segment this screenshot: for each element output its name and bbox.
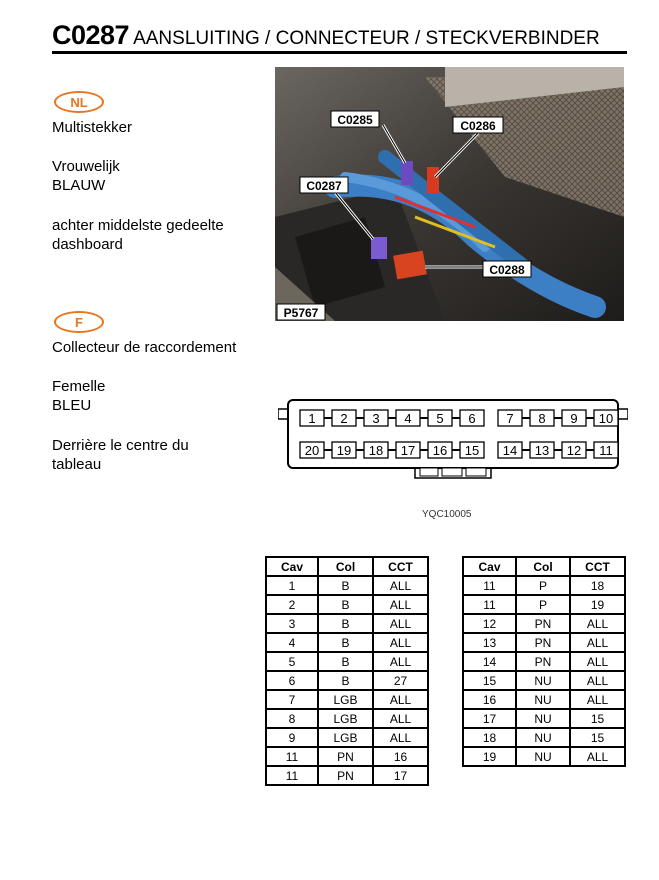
table-row: [266, 728, 428, 747]
circuit-cell: ALL: [373, 690, 428, 709]
wire-color-cell: LGB: [318, 690, 373, 709]
wire-color-cell: B: [318, 595, 373, 614]
nl-connector-gender: Vrouwelijk: [52, 158, 120, 175]
pin-number-label: 6: [468, 411, 476, 426]
pin-number-label: 2: [340, 411, 348, 426]
cavity-cell: 14: [463, 652, 516, 671]
pin-number-label: 9: [570, 411, 578, 426]
pin-table-left: [265, 556, 429, 786]
connector-code: C0287: [52, 20, 130, 50]
cavity-cell: 5: [266, 652, 318, 671]
column-header-cct: CCT: [570, 557, 625, 576]
pin-table-right: [462, 556, 626, 767]
circuit-cell: ALL: [570, 633, 625, 652]
table-row: [463, 709, 625, 728]
circuit-cell: ALL: [570, 690, 625, 709]
cavity-cell: 11: [463, 595, 516, 614]
fr-location-line-2: tableau: [52, 456, 102, 473]
wire-color-cell: PN: [318, 747, 373, 766]
table-row: [463, 633, 625, 652]
circuit-cell: 27: [373, 671, 428, 690]
column-header-cav: Cav: [266, 557, 318, 576]
circuit-cell: ALL: [570, 614, 625, 633]
wire-color-cell: PN: [516, 652, 570, 671]
circuit-cell: ALL: [373, 709, 428, 728]
wire-color-cell: PN: [516, 614, 570, 633]
column-header-cct: CCT: [373, 557, 428, 576]
connector-location-photo: [275, 67, 624, 321]
wire-color-cell: NU: [516, 747, 570, 766]
table-row: [266, 766, 428, 785]
cavity-cell: 8: [266, 709, 318, 728]
circuit-cell: ALL: [570, 747, 625, 766]
pin-number-label: 20: [304, 443, 320, 458]
circuit-cell: ALL: [373, 652, 428, 671]
pin-number-label: 18: [368, 443, 384, 458]
circuit-cell: ALL: [373, 595, 428, 614]
table-row: [266, 709, 428, 728]
wire-color-cell: PN: [516, 633, 570, 652]
circuit-cell: 16: [373, 747, 428, 766]
table-row: [463, 747, 625, 766]
cavity-cell: 4: [266, 633, 318, 652]
circuit-cell: 18: [570, 576, 625, 595]
circuit-cell: 17: [373, 766, 428, 785]
wire-color-cell: B: [318, 633, 373, 652]
table-row: [463, 576, 625, 595]
connector-face-diagram: [278, 398, 628, 483]
fr-language-badge: F: [54, 311, 104, 333]
wire-color-cell: NU: [516, 709, 570, 728]
table-row: [463, 671, 625, 690]
pin-number-label: 3: [372, 411, 380, 426]
table-row: [266, 652, 428, 671]
photo-label-c0287: C0287: [306, 179, 342, 193]
pin-number-label: 10: [598, 411, 614, 426]
pin-number-label: 19: [336, 443, 352, 458]
cavity-cell: 16: [463, 690, 516, 709]
nl-connector-color: BLAUW: [52, 177, 106, 194]
wire-color-cell: B: [318, 576, 373, 595]
wire-color-cell: P: [516, 595, 570, 614]
cavity-cell: 6: [266, 671, 318, 690]
table-row: [266, 671, 428, 690]
connector-description: AANSLUITING / CONNECTEUR / STECKVERBINDER: [133, 28, 600, 49]
cavity-cell: 11: [463, 576, 516, 595]
table-row: [266, 576, 428, 595]
page-title: [52, 20, 600, 51]
fr-connector-color: BLEU: [52, 397, 92, 414]
circuit-cell: 15: [570, 728, 625, 747]
cavity-cell: 2: [266, 595, 318, 614]
wire-color-cell: B: [318, 671, 373, 690]
cavity-cell: 11: [266, 766, 318, 785]
cavity-cell: 15: [463, 671, 516, 690]
cavity-cell: 1: [266, 576, 318, 595]
fr-connector-type: Collecteur de raccordement: [52, 339, 237, 356]
pin-number-label: 17: [400, 443, 416, 458]
table-row: [463, 595, 625, 614]
fr-location-line-1: Derrière le centre du: [52, 437, 189, 454]
pin-number-label: 16: [432, 443, 448, 458]
photo-id-label: P5767: [283, 306, 319, 320]
nl-connector-type: Multistekker: [52, 119, 133, 136]
cavity-cell: 19: [463, 747, 516, 766]
pin-number-label: 11: [599, 443, 613, 458]
wire-color-cell: LGB: [318, 709, 373, 728]
circuit-cell: ALL: [373, 728, 428, 747]
table-row: [463, 728, 625, 747]
pin-number-label: 1: [308, 411, 316, 426]
circuit-cell: ALL: [373, 576, 428, 595]
circuit-cell: 15: [570, 709, 625, 728]
wire-color-cell: PN: [318, 766, 373, 785]
diagram-reference: YQC10005: [422, 509, 472, 520]
table-row: [266, 633, 428, 652]
table-row: [463, 614, 625, 633]
wire-color-cell: B: [318, 652, 373, 671]
table-row: [266, 690, 428, 709]
column-header-cav: Cav: [463, 557, 516, 576]
cavity-cell: 3: [266, 614, 318, 633]
pin-number-label: 5: [436, 411, 444, 426]
wire-color-cell: P: [516, 576, 570, 595]
photo-label-c0285: C0285: [337, 113, 373, 127]
table-row: [463, 652, 625, 671]
pin-number-label: 15: [464, 443, 480, 458]
table-row: [266, 747, 428, 766]
pin-number-label: 7: [506, 411, 514, 426]
nl-language-badge: NL: [54, 91, 104, 113]
table-row: [266, 614, 428, 633]
nl-location-line-2: dashboard: [52, 236, 123, 253]
photo-label-c0288: C0288: [489, 263, 525, 277]
circuit-cell: ALL: [373, 614, 428, 633]
cavity-cell: 13: [463, 633, 516, 652]
cavity-cell: 7: [266, 690, 318, 709]
cavity-cell: 17: [463, 709, 516, 728]
photo-label-c0286: C0286: [460, 119, 496, 133]
pin-number-label: 4: [404, 411, 412, 426]
title-rule: [52, 51, 627, 54]
cavity-cell: 9: [266, 728, 318, 747]
cavity-cell: 18: [463, 728, 516, 747]
pin-number-label: 12: [566, 443, 582, 458]
wire-color-cell: B: [318, 614, 373, 633]
cavity-cell: 11: [266, 747, 318, 766]
nl-location-line-1: achter middelste gedeelte: [52, 217, 224, 234]
column-header-col: Col: [516, 557, 570, 576]
circuit-cell: ALL: [373, 633, 428, 652]
wire-color-cell: NU: [516, 728, 570, 747]
table-row: [463, 690, 625, 709]
pin-number-label: 14: [502, 443, 518, 458]
pin-number-label: 8: [538, 411, 546, 426]
fr-connector-gender: Femelle: [52, 378, 106, 395]
circuit-cell: 19: [570, 595, 625, 614]
circuit-cell: ALL: [570, 671, 625, 690]
wire-color-cell: NU: [516, 671, 570, 690]
pin-number-label: 13: [534, 443, 550, 458]
circuit-cell: ALL: [570, 652, 625, 671]
cavity-cell: 12: [463, 614, 516, 633]
column-header-col: Col: [318, 557, 373, 576]
table-row: [266, 595, 428, 614]
wire-color-cell: NU: [516, 690, 570, 709]
wire-color-cell: LGB: [318, 728, 373, 747]
